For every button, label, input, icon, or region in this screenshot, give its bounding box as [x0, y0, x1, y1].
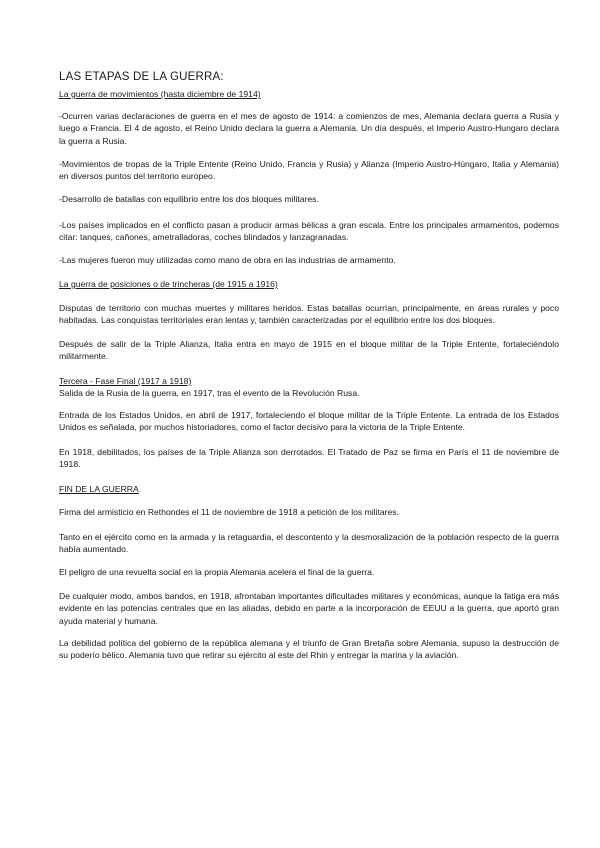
section-heading-trincheras: La guerra de posiciones o de trincheras (de 1915 a 1916) [59, 279, 278, 289]
paragraph: -Los países implicados en el conflicto pasan a producir armas bélicas a gran escala. Entre los principales armamentos, podemos citar: tanques, cañones, ametralladoras, coches blindados y lanzagranadas. [59, 220, 559, 243]
paragraph: El peligro de una revuelta social en la propia Alemania acelera el final de la guerra. [59, 567, 375, 577]
section-heading-fase-final: Tercera - Fase Final (1917 a 1918) [59, 376, 192, 386]
paragraph: Entrada de los Estados Unidos, en abril de 1917, fortaleciendo el bloque militar de la Triple Entente. La entrada de los Estados Unidos es señalada, por muchos historiadores, como el factor decisivo para la victoria de la Triple Entente. [59, 410, 559, 433]
paragraph: -Ocurren varias declaraciones de guerra en el mes de agosto de 1914: a comienzos de mes, Alemania declara guerra a Rusia y luego a Francia. El 4 de agosto, el Reino Unido declara la guerra a Alemania. Un día después, el Imperio Austro-Hungaro declara la guerra a Rusia. [59, 111, 559, 146]
page-title: LAS ETAPAS DE LA GUERRA: [59, 71, 224, 83]
paragraph: Después de salir de la Triple Alianza, Italia entra en mayo de 1915 en el bloque militar de la Triple Entente, fortaleciéndolo militarmente. [59, 339, 559, 362]
paragraph: -Movimientos de tropas de la Triple Entente (Reino Unido, Francia y Rusia) y Alianza (Imperio Austro-Húngaro, Italia y Alemania) en diversos puntos del territorio europeo. [59, 159, 559, 182]
section-heading-fin: FIN DE LA GUERRA [59, 484, 139, 494]
paragraph: -Las mujeres fueron muy utilizadas como mano de obra en las industrias de armamento. [59, 255, 396, 265]
paragraph: En 1918, debilitados, los países de la Triple Alianza son derrotados. El Tratado de Paz se firma en París el 11 de noviembre de 1918. [59, 447, 559, 470]
paragraph: Tanto en el ejército como en la armada y la retaguardia, el descontento y la desmoralización de la población respecto de la guerra había aumentado. [59, 532, 559, 555]
paragraph: Disputas de territorio con muchas muertes y militares heridos. Estas batallas ocurrían, principalmente, en áreas rurales y poco habitadas. Las conquistas territoriales eran lentas y, también caracterizadas por el equilibrio entre los dos bloques. [59, 303, 559, 326]
paragraph: Salida de la Rusia de la guerra, en 1917, tras el evento de la Revolución Rusa. [59, 388, 360, 398]
section-heading-movimientos: La guerra de movimientos (hasta diciembre de 1914) [59, 89, 261, 99]
paragraph: La debilidad política del gobierno de la república alemana y el triunfo de Gran Bretaña sobre Alemania, supuso la destrucción de su poderío bélico. Alemania tuvo que retirar su ejército al este del Rhin y entregar la marina y la aviación. [59, 638, 559, 661]
paragraph: Firma del armisticio en Rethondes el 11 de noviembre de 1918 a petición de los militares. [59, 507, 399, 517]
paragraph: De cualquier modo, ambos bandos, en 1918, afrontaban importantes dificultades militares y económicas, aunque la fatiga era más evidente en las potencias centrales que en las aliadas, debido en parte a la incorporación de EEUU a la guerra, que aportó gran ayuda material y humana. [59, 591, 559, 626]
paragraph: -Desarrollo de batallas con equilibrio entre los dos bloques militares. [59, 194, 319, 204]
